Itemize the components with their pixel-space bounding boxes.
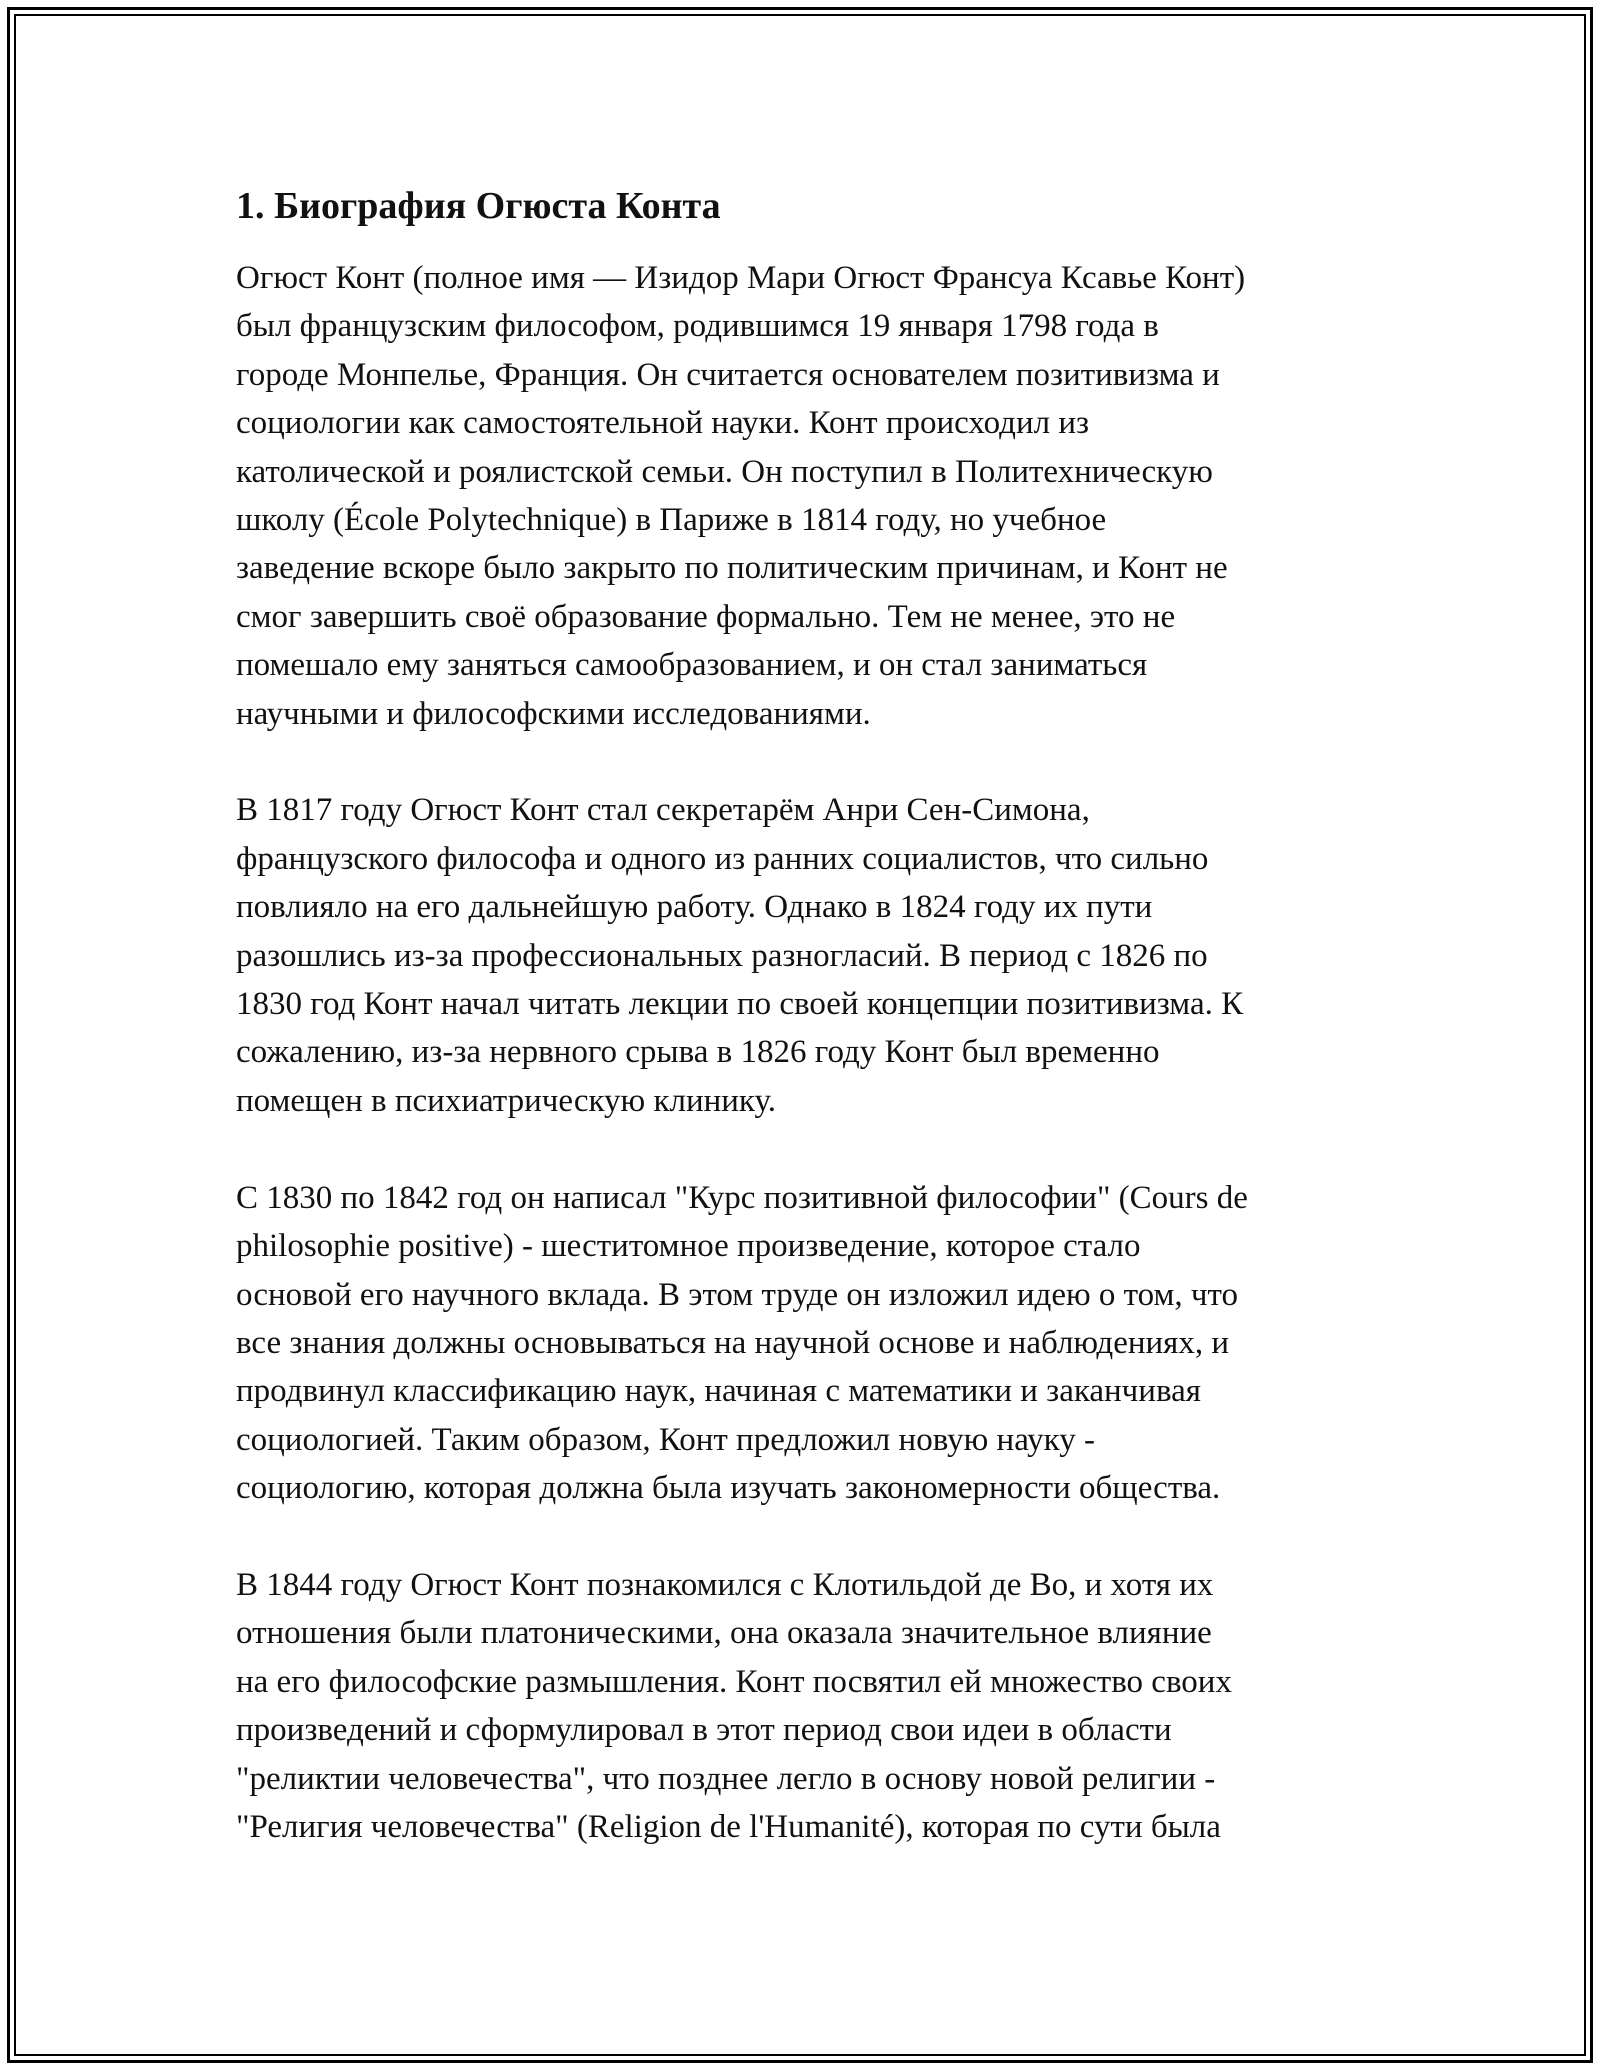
paragraph-line: "Религия человечества" (Religion de l'Humanité), которая по сути была [236,1808,1221,1845]
paragraph-line: на его философские размышления. Конт посвятил ей множество своих [236,1663,1232,1700]
paragraph-line: школу (École Polytechnique) в Париже в 1814 году, но учебное [236,502,1107,539]
paragraph-line: научными и философскими исследованиями. [236,695,871,732]
paragraph-line: сожалению, из-за нервного срыва в 1826 году Конт был временно [236,1034,1160,1071]
paragraph-line: 1830 год Конт начал читать лекции по своей концепции позитивизма. К [236,986,1244,1023]
paragraph-line: Огюст Конт (полное имя — Изидор Мари Огюст Франсуа Ксавье Конт) [236,260,1246,296]
paragraph-line: разошлись из-за профессиональных разногласий. В период с 1826 по [236,937,1208,974]
paragraph-line: все знания должны основываться на научной основе и наблюдениях, и [236,1324,1229,1361]
paragraph-line: социологию, которая должна была изучать закономерности общества. [236,1470,1221,1507]
paragraph-line: социологией. Таким образом, Конт предложил новую науку - [236,1421,1095,1458]
paragraph-1 [236,254,1376,738]
paragraph-line: французского философа и одного из ранних социалистов, что сильно [236,840,1209,877]
paragraph-line: помещен в психиатрическую клинику. [236,1082,776,1119]
section-heading: 1. Биография Огюста Конта [236,185,721,227]
paragraph-line: отношения были платоническими, она оказала значительное влияние [236,1615,1212,1652]
paragraph-line: смог завершить своё образование формально. Тем не менее, это не [236,598,1176,635]
paragraph-line: В 1817 году Огюст Конт стал секретарём Анри Сен-Симона, [236,792,1090,829]
paragraph-line: С 1830 по 1842 год он написал "Курс позитивной философии" (Cours de [236,1179,1248,1216]
paragraph-line: philosophie positive) - шеститомное произведение, которое стало [236,1228,1141,1265]
paragraph-line: "реликтии человечества", что позднее легло в основу новой религии - [236,1760,1216,1797]
paragraph-line: социологии как самостоятельной науки. Конт происходил из [236,405,1090,442]
paragraph-line: католической и роялистской семьи. Он поступил в Политехническую [236,453,1213,490]
paragraph-line: основой его научного вклада. В этом труде он изложил идею о том, что [236,1276,1238,1313]
paragraph-line: был французским философом, родившимся 19 января 1798 года в [236,308,1159,345]
paragraph-line: заведение вскоре было закрыто по политическим причинам, и Конт не [236,550,1228,587]
paragraph-2 [236,786,1376,1125]
paragraph-line: помешало ему заняться самообразованием, и он стал заниматься [236,647,1148,684]
paragraph-3 [236,1174,1376,1513]
paragraph-4 [236,1561,1376,1851]
paragraph-line: повлияло на его дальнейшую работу. Однако в 1824 году их пути [236,889,1153,926]
paragraph-line: городе Монпелье, Франция. Он считается основателем позитивизма и [236,356,1220,393]
paragraph-line: произведений и сформулировал в этот период свои идеи в области [236,1712,1172,1749]
paragraph-line: продвинул классификацию наук, начиная с математики и заканчивая [236,1373,1201,1410]
document-body [236,182,1376,1900]
paragraph-line: В 1844 году Огюст Конт познакомился с Клотильдой де Во, и хотя их [236,1566,1214,1603]
